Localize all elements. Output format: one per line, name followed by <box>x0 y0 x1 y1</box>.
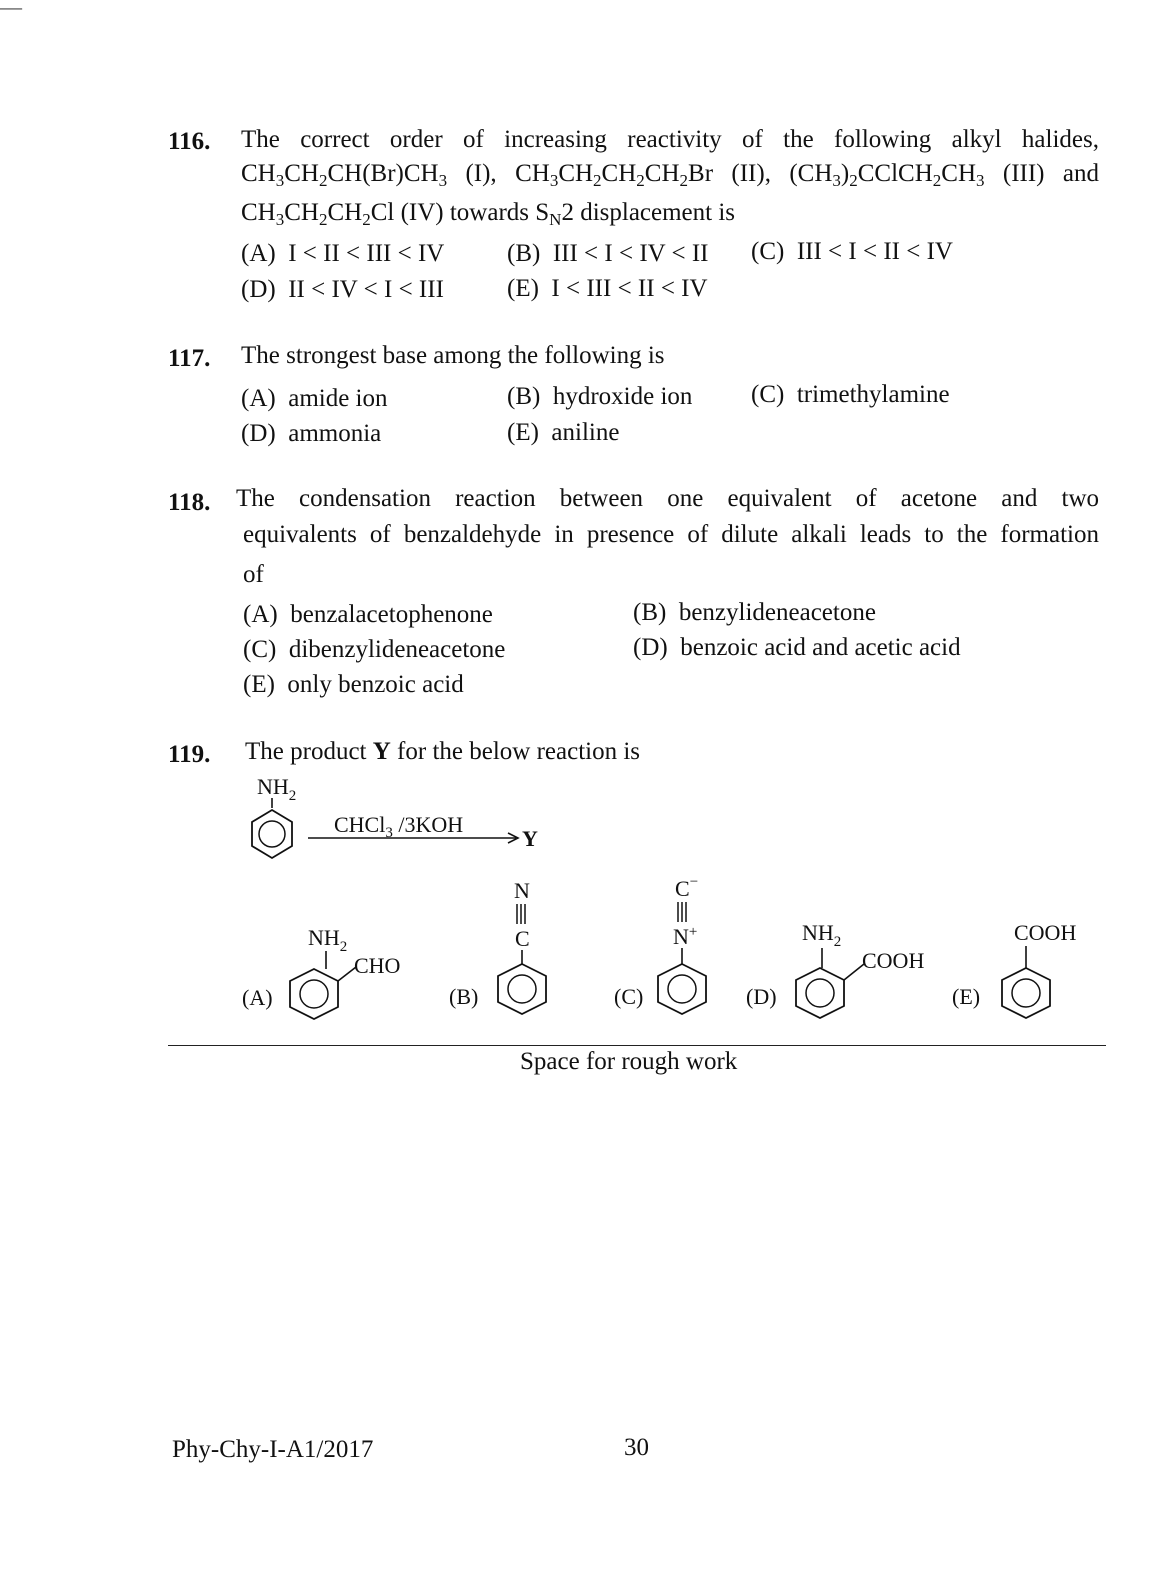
option-a[interactable] <box>241 240 444 268</box>
option-label: (B) <box>633 599 667 626</box>
option-e[interactable] <box>950 912 1100 1027</box>
option-text: ammonia <box>288 420 382 447</box>
option-text: aniline <box>551 419 620 446</box>
reagent-label: CHCl$_3$ /3KOH <box>334 812 464 841</box>
option-label: (E) <box>507 275 539 302</box>
option-a[interactable] <box>241 385 388 413</box>
option-d[interactable] <box>744 912 954 1027</box>
option-a[interactable] <box>238 915 438 1025</box>
question-number: 117. <box>168 345 211 372</box>
option-label: (D) <box>241 276 276 303</box>
option-c[interactable] <box>243 636 505 664</box>
option-b[interactable] <box>507 383 692 411</box>
option-label: (C) <box>751 381 785 408</box>
option-c[interactable] <box>751 238 953 266</box>
option-label: (C) <box>751 238 785 265</box>
paper-code: Phy-Chy-I-A1/2017 <box>172 1436 374 1463</box>
question-text: The strongest base among the following is <box>241 342 665 369</box>
benzene-ring-icon <box>498 964 546 1014</box>
benzene-ring-icon <box>658 964 706 1014</box>
question-number: 118. <box>168 489 211 516</box>
benzene-ring-icon <box>796 968 844 1018</box>
question-text: The condensation reaction between one equivalent of acetone and two <box>236 485 1099 512</box>
option-d[interactable] <box>241 420 381 448</box>
option-label: (A) <box>241 240 276 267</box>
amino-group-label: $NH_2$ <box>308 925 348 955</box>
option-text: I < III < II < IV <box>551 275 708 302</box>
option-label: (C) <box>614 984 644 1009</box>
option-label: (A) <box>243 601 278 628</box>
rough-work-divider <box>168 1045 1106 1046</box>
option-c[interactable] <box>610 870 740 1030</box>
benzene-ring-icon <box>1002 968 1050 1018</box>
option-text: benzalacetophenone <box>290 601 493 628</box>
option-label: (D) <box>241 420 276 447</box>
option-label: (E) <box>243 671 275 698</box>
benzene-ring-icon <box>252 810 292 858</box>
option-text: dibenzylideneacetone <box>288 636 506 663</box>
product-label: Y <box>522 826 538 851</box>
question-text-compounds-2: $CH_3CH_2CH_2Cl$ (IV) towards $S_N2$ displacement is <box>241 199 736 229</box>
option-label: (D) <box>633 634 668 661</box>
option-c[interactable] <box>751 381 950 409</box>
option-label: (B) <box>507 240 541 267</box>
option-e[interactable] <box>507 419 619 447</box>
question-number: 116. <box>168 128 211 155</box>
option-text: I < II < III < IV <box>288 240 445 267</box>
option-e[interactable] <box>243 671 464 699</box>
option-b[interactable] <box>633 599 876 627</box>
reactant-amino-label: $NH_2$ <box>257 774 297 804</box>
option-d[interactable] <box>633 634 961 662</box>
question-text-2: equivalents of benzaldehyde in presence of dilute alkali leads to the formation <box>243 521 1099 548</box>
benzene-ring-icon <box>290 969 338 1019</box>
option-b[interactable] <box>507 240 709 268</box>
question-text-compounds: $CH_3CH_2CH(Br)CH_3$ (I), $CH_3CH_2CH_2CH_2Br$ (II), $(CH_3)_2CClCH_2CH_3$ (III) and <box>241 160 1099 190</box>
option-text: hydroxide ion <box>552 383 693 410</box>
option-text: benzylideneacetone <box>678 599 876 626</box>
top-mark: — <box>0 0 22 19</box>
carbon-label: C <box>515 926 530 951</box>
carbon-label: C− <box>675 874 699 901</box>
carboxyl-group-label: COOH <box>862 948 925 973</box>
question-text: The correct order of increasing reactivity of the following alkyl halides, <box>241 126 1099 153</box>
option-text: trimethylamine <box>796 381 950 408</box>
option-text: III < I < IV < II <box>552 240 709 267</box>
question-text-3: of <box>243 561 264 588</box>
option-e[interactable] <box>507 275 708 303</box>
option-a[interactable] <box>243 601 493 629</box>
option-label: (B) <box>507 383 541 410</box>
option-text: II < IV < I < III <box>288 276 444 303</box>
page-number: 30 <box>624 1434 649 1461</box>
option-text: amide ion <box>288 385 388 412</box>
question-number: 119. <box>168 741 211 768</box>
option-label: (B) <box>449 984 479 1009</box>
option-label: (D) <box>746 984 777 1009</box>
nitrogen-label: N <box>514 878 530 903</box>
option-d[interactable] <box>241 276 444 304</box>
option-label: (A) <box>241 385 276 412</box>
option-text: benzoic acid and acetic acid <box>680 634 961 661</box>
option-text: only benzoic acid <box>287 671 464 698</box>
carboxyl-group-label: COOH <box>1014 920 1077 945</box>
option-label: (E) <box>952 984 981 1009</box>
rough-work-label: Space for rough work <box>520 1048 738 1075</box>
aldehyde-group-label: CHO <box>354 953 401 978</box>
question-text: The product Y for the below reaction is <box>245 738 641 765</box>
option-text: III < I < II < IV <box>796 238 953 265</box>
option-label: (E) <box>507 419 539 446</box>
reaction-scheme <box>230 770 570 870</box>
nitrogen-label: N+ <box>673 924 698 949</box>
option-b[interactable] <box>445 870 575 1030</box>
amino-group-label: $NH_2$ <box>802 920 842 950</box>
option-label: (C) <box>243 636 277 663</box>
option-label: (A) <box>242 985 273 1010</box>
